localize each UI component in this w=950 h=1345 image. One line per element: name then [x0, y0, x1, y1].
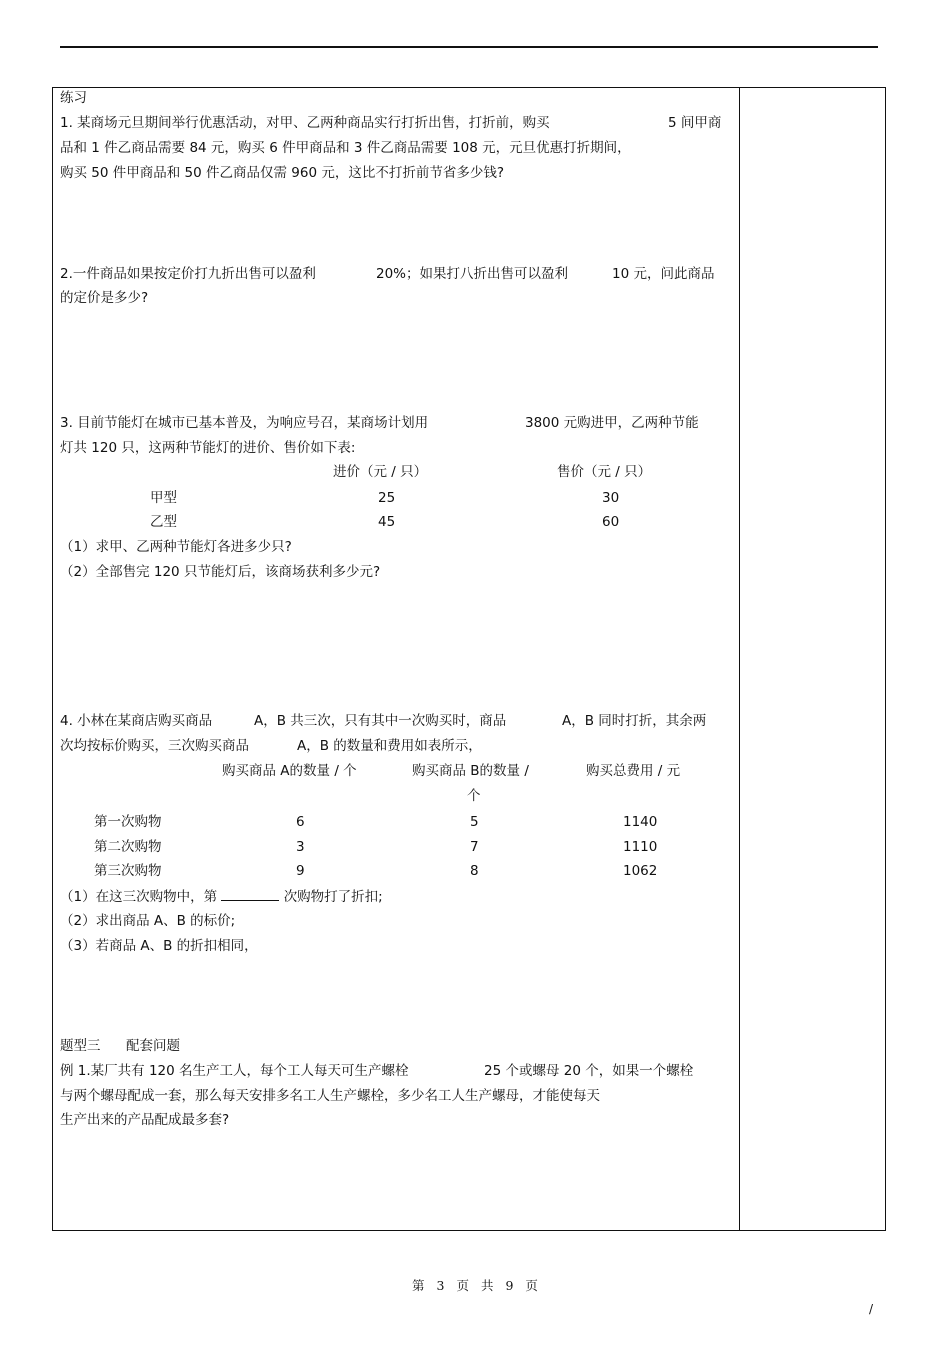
q3-row-label: 乙型	[150, 514, 177, 530]
type3-line1: 例 1.某厂共有 120 名生产工人，每个工人每天可生产螺栓	[60, 1063, 409, 1079]
q3-sub1: （1）求甲、乙两种节能灯各进多少只?	[60, 539, 292, 555]
corner-mark: /	[869, 1302, 874, 1316]
q4-row-label: 第三次购物	[94, 863, 162, 879]
q4-row-total: 1062	[623, 863, 658, 879]
q1-line2: 品和 1 件乙商品需要 84 元，购买 6 件甲商品和 3 件乙商品需要 108 元，元旦优惠打折期间，	[60, 140, 631, 156]
footer-total-pages: 9	[505, 1278, 514, 1293]
q3-line1: 3. 目前节能灯在城市已基本普及，为响应号召，某商场计划用	[60, 415, 429, 431]
q4-header-a: 购买商品 A的数量 / 个	[222, 763, 357, 779]
header-rule	[60, 46, 878, 48]
q4-sub2: （2）求出商品 A、B 的标价;	[60, 913, 236, 929]
q4-header-total: 购买总费用 / 元	[586, 763, 681, 779]
footer-text: 共	[480, 1278, 494, 1293]
q3-header-price: 售价（元 / 只）	[557, 464, 652, 480]
q1-line3: 购买 50 件甲商品和 50 件乙商品仅需 960 元，这比不打折前节省多少钱?	[60, 165, 505, 181]
q4-row-label: 第一次购物	[94, 814, 162, 830]
type3-line3: 生产出来的产品配成最多套?	[60, 1112, 230, 1128]
q4-line1-end: A，B 同时打折，其余两	[562, 713, 707, 729]
q4-row-b: 8	[470, 863, 479, 879]
type3-title-text: 配套问题	[126, 1038, 180, 1054]
q3-sub2: （2）全部售完 120 只节能灯后，该商场获利多少元?	[60, 564, 381, 580]
q3-row-price: 30	[602, 490, 620, 506]
q4-line2-end: A，B 的数量和费用如表所示，	[297, 738, 482, 754]
q2-line1-end: 10 元，问此商品	[612, 266, 715, 282]
footer-text: 第	[412, 1278, 425, 1293]
type3-title-label: 题型三	[60, 1038, 101, 1054]
section-title: 练习	[60, 90, 87, 106]
q3-row-cost: 25	[378, 490, 396, 506]
q3-header-cost: 进价（元 / 只）	[333, 464, 428, 480]
q3-row-label: 甲型	[150, 490, 177, 506]
footer-text: 页	[525, 1278, 538, 1293]
footer-text: 页	[456, 1278, 469, 1293]
q3-row-price: 60	[602, 514, 620, 530]
q4-line2: 次均按标价购买，三次购买商品	[60, 738, 249, 754]
q3-line1-end: 3800 元购进甲，乙两种节能	[525, 415, 699, 431]
q4-row-b: 7	[470, 839, 479, 855]
q4-sub1-text-end: 次购物打了折扣;	[283, 889, 383, 905]
q1-line1-end: 5 间甲商	[668, 115, 722, 131]
q2-line1-mid: 20%；如果打八折出售可以盈利	[376, 266, 569, 282]
q2-line1: 2.一件商品如果按定价打九折出售可以盈利	[60, 266, 316, 282]
q4-row-total: 1110	[623, 839, 658, 855]
q4-sub1-text: （1）在这三次购物中，第	[60, 889, 218, 905]
q4-header-b: 购买商品 B的数量 /	[412, 763, 529, 779]
q4-row-a: 9	[296, 863, 305, 879]
type3-line1-end: 25 个或螺母 20 个，如果一个螺栓	[484, 1063, 694, 1079]
q3-row-cost: 45	[378, 514, 396, 530]
content-frame	[52, 87, 886, 1231]
q4-row-b: 5	[470, 814, 479, 830]
footer-page-number: 3	[436, 1278, 445, 1293]
q4-line1: 4. 小林在某商店购买商品	[60, 713, 213, 729]
q2-line2: 的定价是多少?	[60, 290, 149, 306]
q3-line2: 灯共 120 只，这两种节能灯的进价、售价如下表:	[60, 440, 356, 456]
column-divider	[739, 87, 740, 1231]
page-footer	[0, 1276, 950, 1294]
q4-row-label: 第二次购物	[94, 839, 162, 855]
q4-row-a: 6	[296, 814, 305, 830]
answer-blank	[221, 888, 279, 901]
q1-line1: 1. 某商场元旦期间举行优惠活动，对甲、乙两种商品实行打折出售，打折前，购买	[60, 115, 550, 131]
type3-line2: 与两个螺母配成一套，那么每天安排多名工人生产螺栓，多少名工人生产螺母，才能使每天	[60, 1088, 600, 1104]
q4-header-b-unit: 个	[467, 788, 481, 804]
q4-sub1	[60, 888, 383, 905]
q4-row-a: 3	[296, 839, 305, 855]
q4-line1-mid: A，B 共三次，只有其中一次购买时，商品	[254, 713, 507, 729]
q4-row-total: 1140	[623, 814, 658, 830]
q4-sub3: （3）若商品 A、B 的折扣相同，	[60, 938, 258, 954]
